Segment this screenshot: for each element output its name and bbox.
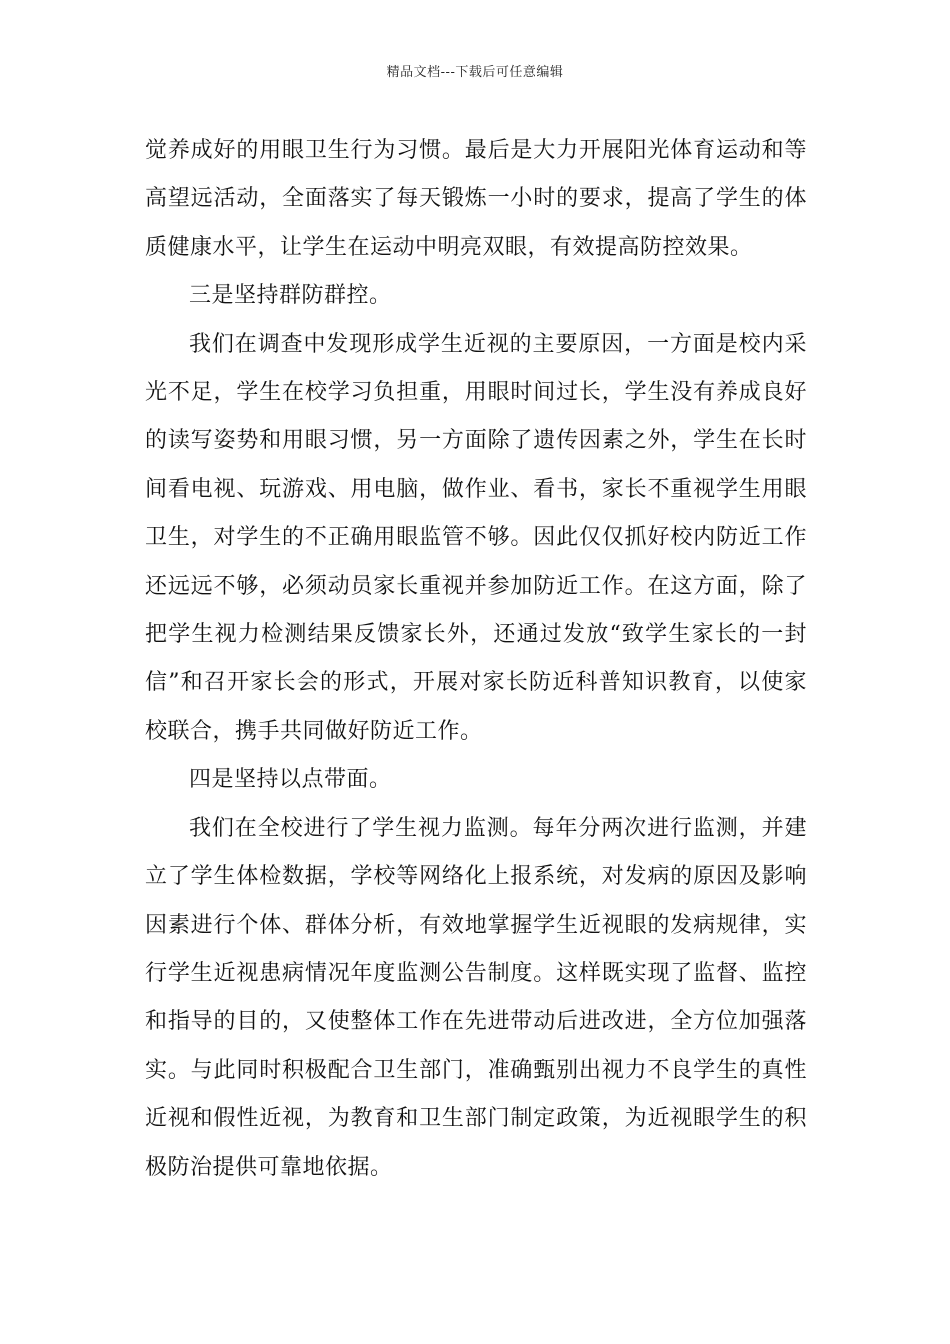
document-body (145, 127, 807, 1192)
paragraph-monitoring: 我们在全校进行了学生视力监测。每年分两次进行监测，并建立了学生体检数据，学校等网络化上报系统，对发病的原因及影响因素进行个体、群体分析，有效地掌握学生近视眼的发病规律，实行学生近视患病情况年度监测公告制度。这样既实现了监督、监控和指导的目的，又使整体工作在先进带动后进改进，全方位加强落实。与此同时积极配合卫生部门，准确甄别出视力不良学生的真性近视和假性近视，为教育和卫生部门制定政策，为近视眼学生的积极防治提供可靠地依据。 (145, 815, 807, 1180)
page-header: 精品文档---下载后可任意编辑 (386, 65, 564, 80)
section-heading-4: 四是坚持以点带面。 (189, 767, 392, 793)
section-heading-3: 三是坚持群防群控。 (189, 283, 392, 309)
paragraph-causes: 我们在调查中发现形成学生近视的主要原因，一方面是校内采光不足，学生在校学习负担重，用眼时间过长，学生没有养成良好的读写姿势和用眼习惯，另一方面除了遗传因素之外，学生在长时间看电视、玩游戏、用电脑，做作业、看书，家长不重视学生用眼卫生，对学生的不正确用眼监管不够。因此仅仅抓好校内防近工作还远远不够，必须动员家长重视并参加防近工作。在这方面，除了把学生视力检测结果反馈家长外，还通过发放“致学生家长的一封信”和召开家长会的形式，开展对家长防近科普知识教育，以使家校联合，携手共同做好防近工作。 (145, 331, 807, 744)
paragraph-continuation: 觉养成好的用眼卫生行为习惯。最后是大力开展阳光体育运动和等高望远活动，全面落实了每天锻炼一小时的要求，提高了学生的体质健康水平，让学生在运动中明亮双眼，有效提高防控效果。 (145, 138, 807, 260)
